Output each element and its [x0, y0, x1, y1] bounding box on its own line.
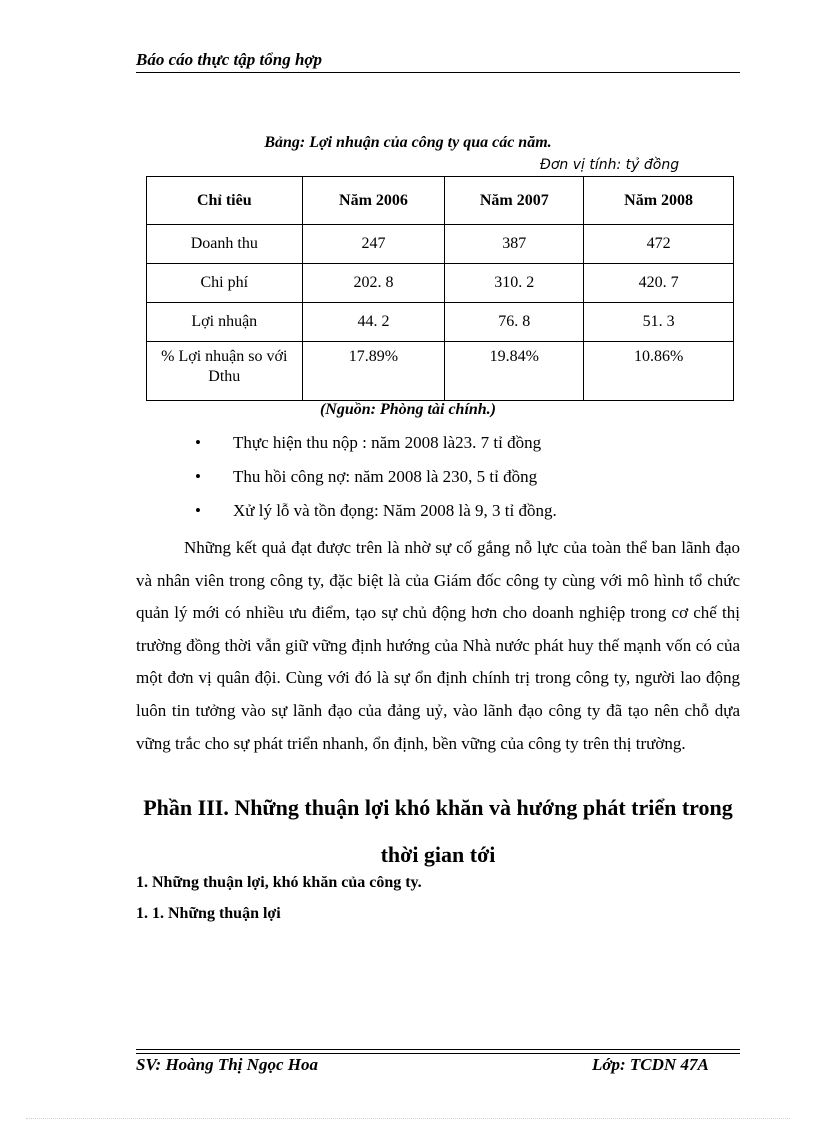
table-cell: 44. 2 — [302, 303, 445, 342]
row-label: Doanh thu — [147, 225, 303, 264]
report-header-title: Báo cáo thực tập tổng hợp — [136, 50, 323, 69]
list-item-text: Thực hiện thu nộp : năm 2008 là23. 7 tỉ đồng — [233, 433, 542, 452]
footer-class: Lớp: TCDN 47A — [592, 1055, 709, 1074]
table-header-row — [147, 177, 734, 225]
list-item-text: Thu hồi công nợ: năm 2008 là 230, 5 tỉ đồng — [233, 467, 538, 486]
table-cell: 10.86% — [584, 342, 734, 401]
table-source-note: (Nguồn: Phòng tài chính.) — [319, 401, 497, 418]
bullet-list — [195, 432, 557, 534]
subsection-heading: 1. Những thuận lợi, khó khăn của công ty. — [136, 874, 422, 891]
row-label: Lợi nhuận — [147, 303, 303, 342]
list-item — [195, 466, 557, 500]
list-item-text: Xử lý lỗ và tồn đọng: Năm 2008 là 9, 3 tỉ đồng. — [233, 501, 557, 520]
paragraph-text: Những kết quả đạt được trên là nhờ sự cố gắng nỗ lực của toàn thể ban lãnh đạo và nhân viên trong công ty, đặc biệt là của Giám đốc công ty cùng với mô hình tổ chức quản lý mới có nhiều ưu điểm, tạo sự chủ động hơn cho doanh nghiệp trong cơ chế thị trường đồng thời vẫn giữ vững định hướng của Nhà nước phát huy thế mạnh vốn có của một đơn vị quân đội. Cùng với đó là sự ổn định chính trị trong công ty, người lao động luôn tin tưởng vào sự lãnh đạo của đảng uỷ, vào lãnh đạo công ty đã tạo nên chỗ dựa vững trắc cho sự phát triển nhanh, ổn định, bền vững của công ty trên thị trường. — [136, 538, 740, 753]
column-header: Năm 2008 — [584, 177, 734, 225]
subsubsection-heading: 1. 1. Những thuận lợi — [136, 905, 281, 922]
table-cell: 76. 8 — [445, 303, 584, 342]
table-caption: Bảng: Lợi nhuận của công ty qua các năm. — [264, 134, 552, 151]
table-cell: 310. 2 — [445, 264, 584, 303]
column-header: Năm 2007 — [445, 177, 584, 225]
table-cell: 202. 8 — [302, 264, 445, 303]
column-header: Chỉ tiêu — [147, 177, 303, 225]
bullet-icon: • — [195, 433, 201, 452]
column-header: Năm 2006 — [302, 177, 445, 225]
table-cell: 472 — [584, 225, 734, 264]
footer-divider — [136, 1049, 740, 1054]
bullet-icon: • — [195, 467, 201, 486]
table-row — [147, 264, 734, 303]
table-cell: 247 — [302, 225, 445, 264]
footer-student-name: SV: Hoàng Thị Ngọc Hoa — [136, 1055, 318, 1074]
table-cell: 17.89% — [302, 342, 445, 401]
table-cell: 420. 7 — [584, 264, 734, 303]
table-row — [147, 303, 734, 342]
section-heading: Phần III. Những thuận lợi khó khăn và hướng phát triển trong thời gian tới — [143, 795, 733, 867]
table-row — [147, 225, 734, 264]
table-cell: 51. 3 — [584, 303, 734, 342]
list-item — [195, 500, 557, 534]
table-cell: 19.84% — [445, 342, 584, 401]
table-row — [147, 342, 734, 401]
header-divider — [136, 72, 740, 73]
bullet-icon: • — [195, 501, 201, 520]
profit-table — [146, 176, 734, 401]
body-paragraph — [136, 532, 740, 760]
row-label: Chi phí — [147, 264, 303, 303]
list-item — [195, 432, 557, 466]
table-unit-note: Đơn vị tính: tỷ đồng — [540, 157, 680, 173]
row-label: % Lợi nhuận so với Dthu — [147, 342, 303, 401]
page-bottom-edge — [26, 1118, 790, 1119]
table-cell: 387 — [445, 225, 584, 264]
